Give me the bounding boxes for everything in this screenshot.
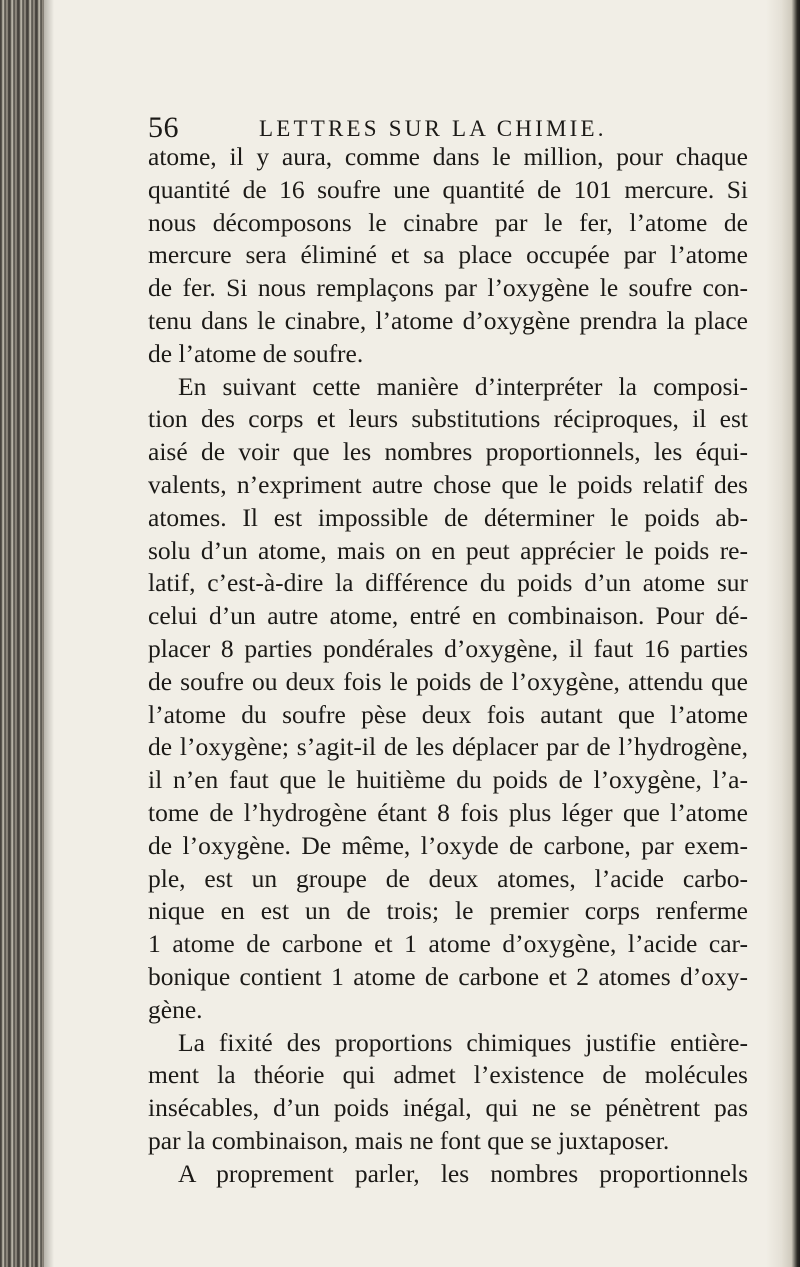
text-line: nous décomposons le cinabre par le fer, l’atome de — [148, 207, 748, 237]
text-line: atome, il y aura, comme dans le million, pour chaque — [148, 142, 748, 171]
running-title: LETTRES SUR LA CHIMIE. — [259, 116, 607, 141]
text-line: tenu dans le cinabre, l’atome d’oxygène prendra la place — [148, 305, 748, 335]
text-line: il n’en faut que le huitième du poids de l’oxygène, l’a- — [148, 765, 748, 795]
text-line: aisé de voir que les nombres proportionnels, les équi- — [148, 437, 748, 467]
text-line: de fer. Si nous remplaçons par l’oxygène le soufre con- — [148, 273, 748, 303]
page-edge-shadow — [766, 0, 800, 1267]
text-line: bonique contient 1 atome de carbone et 2 atomes d’oxy- — [148, 961, 748, 991]
page-number: 56 — [148, 111, 179, 144]
text-line: quantité de 16 soufre une quantité de 101 mercure. Si — [148, 174, 748, 204]
paragraph-start-line: A proprement parler, les nombres proportionnels — [178, 1158, 748, 1188]
text-line: tion des corps et leurs substitutions réciproques, il est — [148, 404, 748, 434]
text-line: de soufre ou deux fois le poids de l’oxygène, attendu que — [148, 666, 748, 696]
text-line: atomes. Il est impossible de déterminer le poids ab- — [148, 502, 748, 532]
text-line: valents, n’expriment autre chose que le poids relatif des — [148, 469, 748, 499]
text-line: insécables, d’un poids inégal, qui ne se pénètrent pas — [148, 1093, 748, 1123]
text-line: de l’oxygène. De même, l’oxyde de carbone, par exem- — [148, 830, 748, 860]
paragraph-start-line: En suivant cette manière d’interpréter la composi- — [178, 371, 748, 401]
paragraph-end-line: de l’atome de soufre. — [148, 338, 364, 368]
text-line: tome de l’hydrogène étant 8 fois plus léger que l’atome — [148, 797, 748, 827]
body-text — [148, 141, 748, 1191]
paragraph-end-line: par la combinaison, mais ne font que se juxtaposer. — [148, 1125, 670, 1155]
paragraph-end-line: gène. — [148, 994, 203, 1024]
text-line: mercure sera éliminé et sa place occupée par l’atome — [148, 240, 748, 270]
text-line: celui d’un autre atome, entré en combinaison. Pour dé- — [148, 601, 748, 631]
text-line: placer 8 parties pondérales d’oxygène, il faut 16 parties — [148, 633, 748, 663]
text-line: l’atome du soufre pèse deux fois autant que l’atome — [148, 699, 748, 729]
text-line: de l’oxygène; s’agit-il de les déplacer par de l’hydrogène, — [148, 732, 748, 762]
text-line: latif, c’est-à-dire la différence du poids d’un atome sur — [148, 568, 748, 598]
text-line: 1 atome de carbone et 1 atome d’oxygène, l’acide car- — [148, 929, 748, 959]
text-line: nique en est un de trois; le premier corps renferme — [148, 896, 748, 926]
book-binding-gutter — [0, 0, 44, 1267]
text-line: ment la théorie qui admet l’existence de molécules — [148, 1060, 748, 1090]
text-line: ple, est un groupe de deux atomes, l’acide carbo- — [148, 863, 748, 893]
text-line: solu d’un atome, mais on en peut apprécier le poids re- — [148, 535, 748, 565]
paragraph-start-line: La fixité des proportions chimiques justifie entière- — [178, 1027, 748, 1057]
